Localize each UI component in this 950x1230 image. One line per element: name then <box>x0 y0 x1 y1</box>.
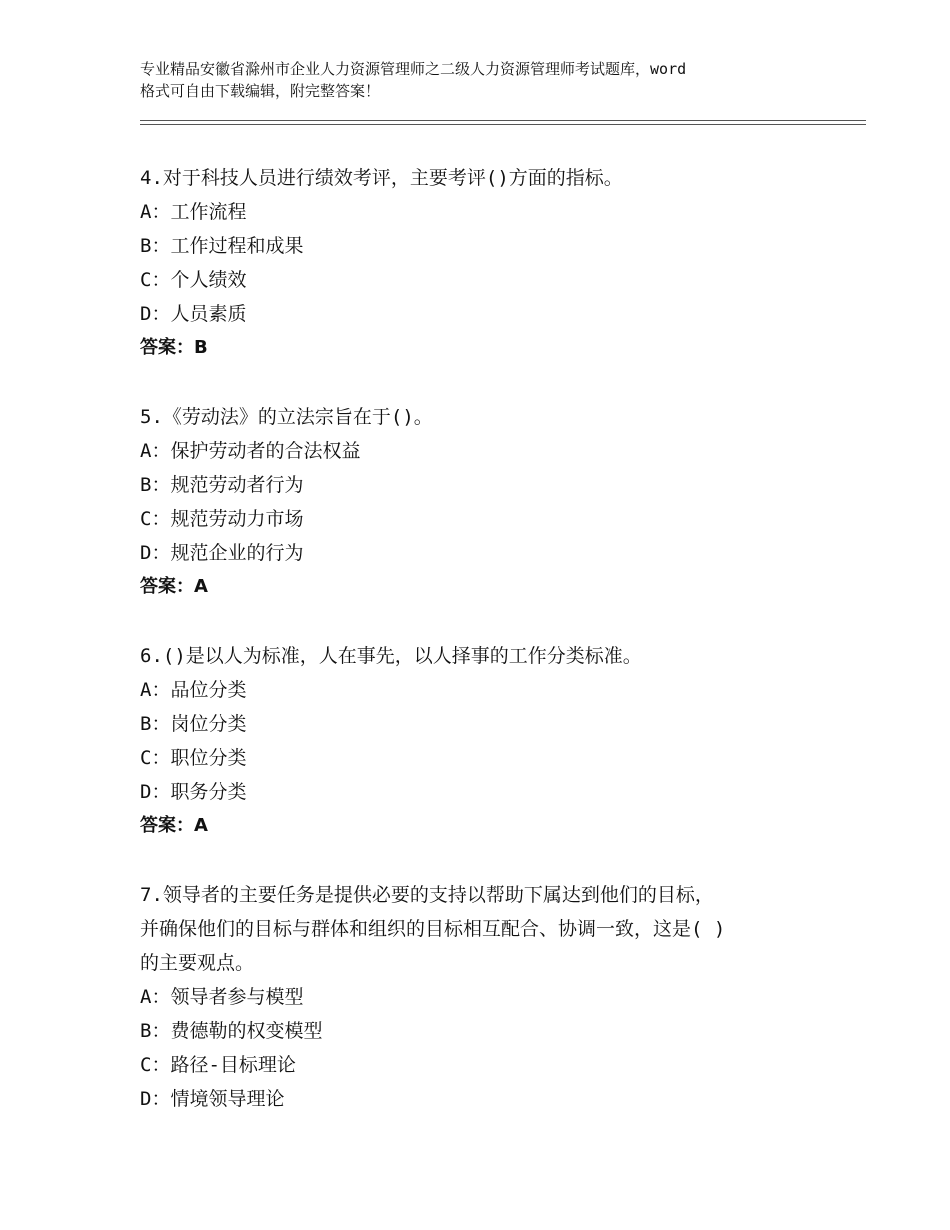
question-stem-line: 6.()是以人为标准，人在事先，以人择事的工作分类标准。 <box>140 645 642 667</box>
answer-label: 答案：A <box>140 576 208 597</box>
question-5 <box>140 400 840 604</box>
question-stem-line: 4.对于科技人员进行绩效考评，主要考评()方面的指标。 <box>140 167 623 189</box>
question-stem-line: 7.领导者的主要任务是提供必要的支持以帮助下属达到他们的目标， <box>140 884 714 906</box>
option-d: D：情境领导理论 <box>140 1088 285 1110</box>
question-stem-line: 5.《劳动法》的立法宗旨在于()。 <box>140 406 433 428</box>
option-d: D：职务分类 <box>140 781 247 803</box>
header-line-1: 专业精品安徽省滁州市企业人力资源管理师之二级人力资源管理师考试题库，word <box>140 60 687 78</box>
option-b: B：工作过程和成果 <box>140 235 304 257</box>
question-stem-line: 并确保他们的目标与群体和组织的目标相互配合、协调一致，这是( ) <box>140 918 726 940</box>
option-b: B：规范劳动者行为 <box>140 474 304 496</box>
option-b: B：岗位分类 <box>140 713 247 735</box>
option-c: C：规范劳动力市场 <box>140 508 304 530</box>
document-header <box>140 58 840 102</box>
question-4 <box>140 161 840 365</box>
option-a: A：品位分类 <box>140 679 247 701</box>
question-stem-line: 的主要观点。 <box>140 952 255 974</box>
question-stem <box>140 161 840 195</box>
option-c: C：路径-目标理论 <box>140 1054 296 1076</box>
answer-label: 答案：A <box>140 815 208 836</box>
question-stem <box>140 400 840 434</box>
option-a: A：领导者参与模型 <box>140 986 304 1008</box>
option-c: C：职位分类 <box>140 747 247 769</box>
option-d: D：人员素质 <box>140 303 247 325</box>
question-stem <box>140 878 840 980</box>
question-7 <box>140 878 840 1116</box>
question-6 <box>140 639 840 843</box>
question-stem <box>140 639 840 673</box>
header-line-2: 格式可自由下载编辑，附完整答案！ <box>140 82 381 100</box>
header-divider-top <box>140 120 866 121</box>
option-d: D：规范企业的行为 <box>140 542 304 564</box>
option-c: C：个人绩效 <box>140 269 247 291</box>
option-b: B：费德勒的权变模型 <box>140 1020 323 1042</box>
header-divider-bottom <box>140 124 866 125</box>
option-a: A：保护劳动者的合法权益 <box>140 440 361 462</box>
option-a: A：工作流程 <box>140 201 247 223</box>
answer-label: 答案：B <box>140 337 208 358</box>
